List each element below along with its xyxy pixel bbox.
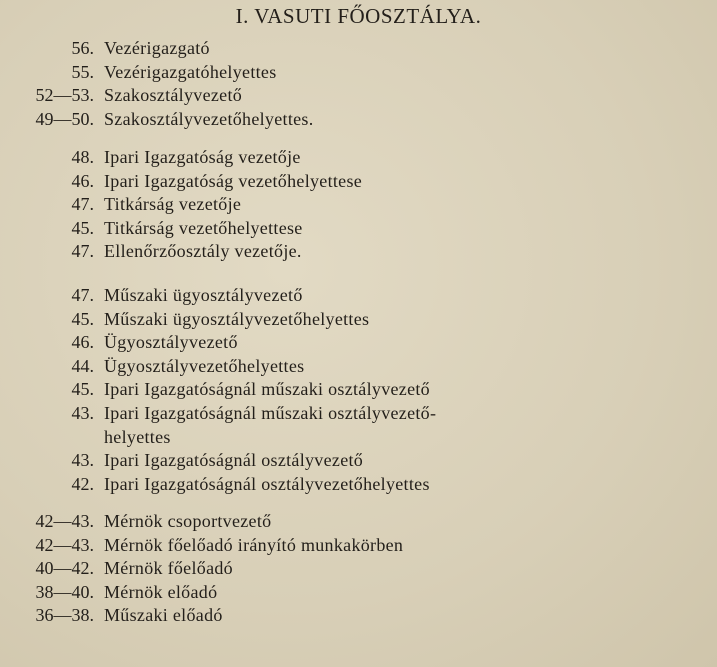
group-leadership (0, 37, 717, 131)
list-item (0, 581, 717, 605)
list-item (0, 284, 717, 308)
grade-number: 48. (71, 147, 94, 167)
position-title: Ellenőrzőosztály vezetője. (104, 241, 302, 262)
position-title: Ipari Igazgatóságnál műszaki osztályvezető- (104, 402, 437, 423)
grade-number: 55. (71, 61, 94, 82)
grade-number: 52—53. (35, 85, 94, 106)
position-title: Titkárság vezetője (104, 194, 242, 215)
grade-number: 36—38. (35, 605, 94, 626)
grade-number: 47. (71, 241, 94, 262)
position-title: Vezérigazgatóhelyettes (104, 61, 277, 82)
list-item (0, 355, 717, 379)
grade-number: 45. (71, 379, 94, 400)
list-item (0, 146, 717, 170)
position-title: Ipari Igazgatóság vezetőhelyettese (104, 170, 363, 191)
grade-number: 45. (71, 217, 94, 238)
position-title: Mérnök előadó (104, 581, 218, 602)
grade-number: 43. (71, 450, 94, 471)
list-item (0, 308, 717, 332)
list-item (0, 534, 717, 558)
position-title: Műszaki ügyosztályvezetőhelyettes (104, 308, 370, 329)
list-item (0, 193, 717, 217)
list-item (0, 510, 717, 534)
group-engineers (0, 510, 717, 628)
grade-number: 38—40. (35, 581, 94, 602)
position-title: Ügyosztályvezető (104, 332, 238, 353)
position-title: Műszaki előadó (104, 605, 223, 626)
grade-number: 46. (71, 170, 94, 191)
position-title: Mérnök főelőadó (104, 558, 233, 579)
list-item (0, 604, 717, 628)
list-item (0, 449, 717, 473)
position-title: Mérnök csoportvezető (104, 511, 272, 531)
grade-number: 56. (71, 38, 94, 58)
list-item (0, 402, 717, 426)
grade-number: 42. (71, 473, 94, 494)
list-item (0, 378, 717, 402)
list-item (0, 217, 717, 241)
grade-number: 42—43. (35, 511, 94, 531)
position-title: Titkárság vezetőhelyettese (104, 217, 303, 238)
position-title: Vezérigazgató (104, 38, 210, 58)
list-item (0, 240, 717, 264)
position-title: Műszaki ügyosztályvezető (104, 285, 303, 305)
list-item (0, 170, 717, 194)
grade-number: 42—43. (35, 534, 94, 555)
list-item (0, 37, 717, 61)
list-item (0, 557, 717, 581)
position-title: Szakosztályvezető (104, 85, 243, 106)
position-title: Ipari Igazgatóság vezetője (104, 147, 301, 167)
group-directorate (0, 146, 717, 264)
list-item (0, 473, 717, 497)
grade-number: 49—50. (35, 108, 94, 129)
position-title: Ügyosztályvezetőhelyettes (104, 355, 305, 376)
grade-number: 46. (71, 332, 94, 353)
grade-number: 43. (71, 402, 94, 423)
list-item (0, 331, 717, 355)
grade-number: 47. (71, 194, 94, 215)
grade-number: 40—42. (35, 558, 94, 579)
section-title: I. VASUTI FŐOSZTÁLYA. (235, 4, 482, 28)
position-title: Szakosztályvezetőhelyettes. (104, 108, 314, 129)
group-departments (0, 284, 717, 496)
grade-number: 44. (71, 355, 94, 376)
list-item (0, 61, 717, 85)
position-title: Ipari Igazgatóságnál osztályvezetőhelyettes (104, 473, 430, 494)
position-title: Mérnök főelőadó irányító munkakörben (104, 534, 404, 555)
list-item (0, 108, 717, 132)
list-item (0, 426, 717, 450)
position-title: Ipari Igazgatóságnál műszaki osztályvezető (104, 379, 430, 400)
position-title: helyettes (104, 426, 171, 447)
grade-number: 47. (71, 285, 94, 305)
grade-number: 45. (71, 308, 94, 329)
list-item (0, 84, 717, 108)
position-title: Ipari Igazgatóságnál osztályvezető (104, 450, 364, 471)
